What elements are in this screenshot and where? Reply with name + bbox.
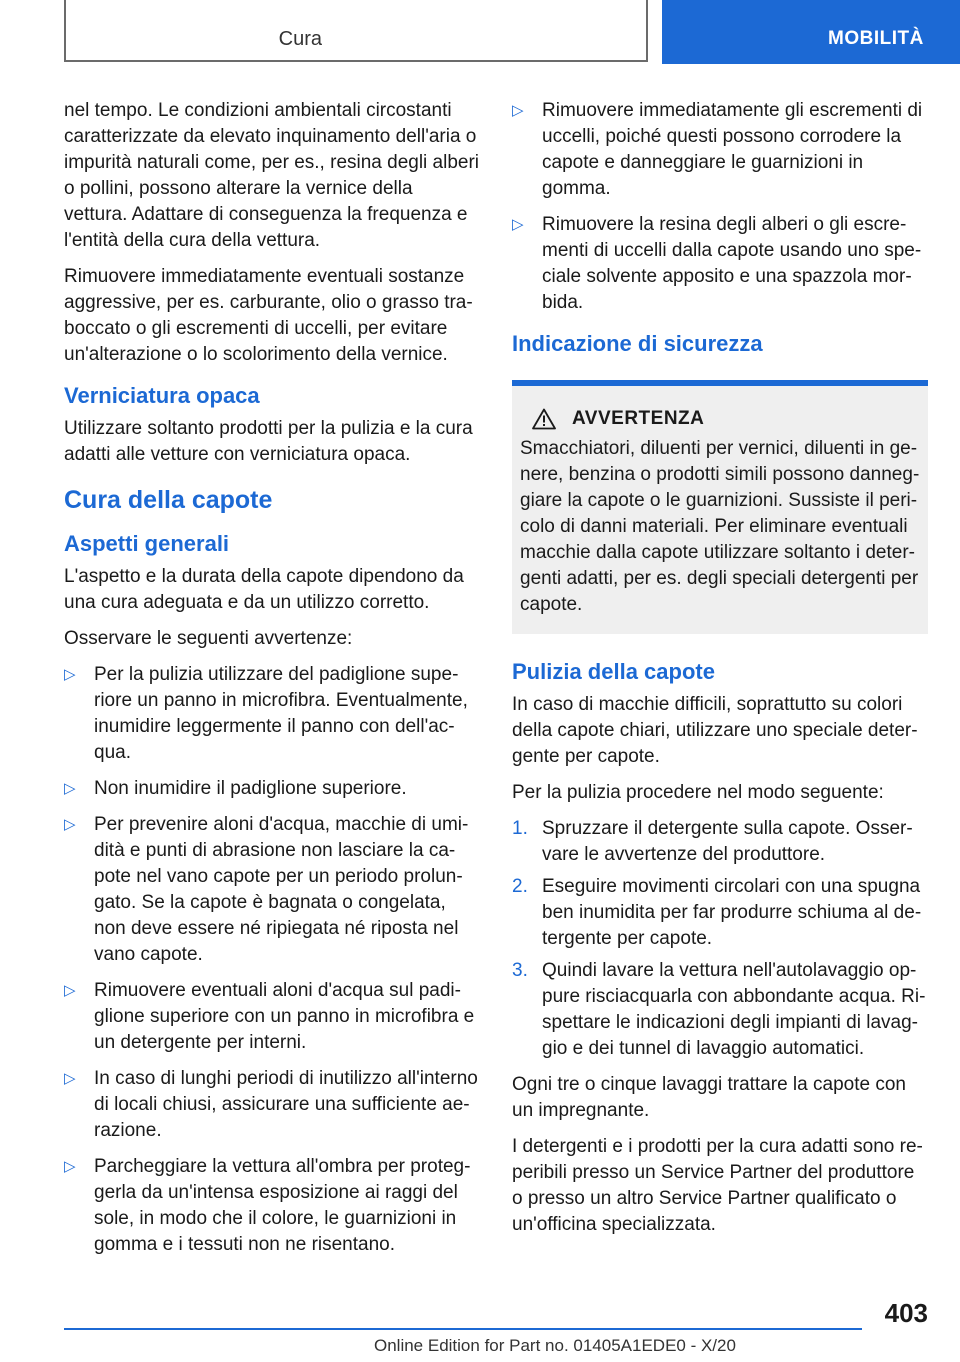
list-item bbox=[64, 1154, 480, 1258]
footer-edition-text: Online Edition for Part no. 01405A1EDE0 - X/20 bbox=[374, 1336, 736, 1355]
bullet-triangle-icon: ▷ bbox=[64, 1070, 76, 1087]
warning-text: Smacchiatori, diluenti per vernici, diluenti in genere, benzina o prodotti simili possono danneggiare la capote o le guarnizioni. Sussiste il pericolo di danni materiali. Per eliminare eventuali macchie dalla capote utilizzare soltanto i detergenti adatti, per es. degli speciali detergenti per capote. bbox=[520, 438, 920, 615]
list-item bbox=[64, 978, 480, 1056]
list-item-text: Rimuovere eventuali aloni d'acqua sul padiglione superiore con un panno in microfibra e un detergente per interni. bbox=[94, 980, 475, 1053]
cleaning-steps-list bbox=[512, 816, 928, 1062]
bullet-triangle-icon: ▷ bbox=[64, 816, 76, 833]
bullet-triangle-icon: ▷ bbox=[64, 982, 76, 999]
bullet-triangle-icon: ▷ bbox=[512, 102, 524, 119]
list-item bbox=[64, 1066, 480, 1144]
cleaning-paragraph-1: In caso di macchie difficili, soprattutto su colori della capote chiari, utilizzare uno speciale detergente per capote. bbox=[512, 694, 918, 767]
matte-paint-heading: Verniciatura opaca bbox=[64, 383, 260, 408]
step-number: 1. bbox=[512, 818, 528, 839]
warning-box bbox=[512, 380, 928, 634]
list-item bbox=[512, 212, 928, 316]
intro-paragraph-1: nel tempo. Le condizioni ambientali circostanti caratterizzate da elevato inquinamento dell'aria o impurità naturali come, per es., resina degli alberi o pollini, possono alterare la vernice della vettura. Adattare di conseguenza la frequenza e l'entità della cura della vettura. bbox=[64, 100, 480, 251]
care-notes-list-continued bbox=[512, 98, 928, 316]
bullet-triangle-icon: ▷ bbox=[64, 666, 76, 683]
bullet-triangle-icon: ▷ bbox=[64, 1158, 76, 1175]
soft-top-care-heading: Cura della capote bbox=[64, 486, 273, 514]
general-aspects-text: L'aspetto e la durata della capote dipendono da una cura adeguata e da un utilizzo corretto. bbox=[64, 566, 464, 613]
page-number: 403 bbox=[884, 1298, 928, 1328]
list-item-text: In caso di lunghi periodi di inutilizzo all'interno di locali chiusi, assicurare una sufficiente aerazione. bbox=[94, 1068, 478, 1141]
list-item bbox=[512, 874, 928, 952]
list-item-text: Rimuovere immediatamente gli escrementi di uccelli, poiché questi possono corrodere la capote e danneggiare le guarnizioni in gomma. bbox=[542, 100, 923, 199]
safety-notice-heading: Indicazione di sicurezza bbox=[512, 331, 763, 356]
footer-divider bbox=[64, 1328, 862, 1330]
list-item-text: Non inumidire il padiglione superiore. bbox=[94, 778, 407, 799]
list-item bbox=[512, 98, 928, 202]
step-text: Eseguire movimenti circolari con una spugna ben inumidita per far produrre schiuma al detergente per capote. bbox=[542, 876, 922, 949]
general-aspects-heading: Aspetti generali bbox=[64, 531, 230, 556]
matte-paint-text: Utilizzare soltanto prodotti per la pulizia e la cura adatti alle vetture con verniciatura opaca. bbox=[64, 418, 473, 465]
list-item bbox=[64, 812, 480, 968]
list-item bbox=[64, 776, 480, 802]
list-item-text: Rimuovere la resina degli alberi o gli escrementi di uccelli dalla capote usando uno speciale solvente apposito e una spazzola morbida. bbox=[542, 214, 922, 313]
warning-triangle-icon bbox=[532, 408, 556, 430]
warning-header bbox=[520, 408, 920, 430]
list-item-text: Per la pulizia utilizzare del padiglione superiore un panno in microfibra. Eventualmente, inumidire leggermente il panno con dell'acqua. bbox=[94, 664, 468, 763]
list-item bbox=[64, 662, 480, 766]
list-item-text: Per prevenire aloni d'acqua, macchie di umidità e punti di abrasione non lasciare la capote nel vano capote per un periodo prolungato. Se la capote è bagnata o congelata, non deve essere né ripiegata né riposta nel vano capote. bbox=[94, 814, 469, 965]
intro-paragraph-2: Rimuovere immediatamente eventuali sostanze aggressive, per es. carburante, olio o grasso traboccato o gli escrementi di uccelli, per evitare un'alterazione o lo scolorimento della vernice. bbox=[64, 266, 473, 365]
bullet-triangle-icon: ▷ bbox=[64, 780, 76, 797]
step-text: Quindi lavare la vettura nell'autolavaggio oppure risciacquarla con abbondante acqua. Rispettare le indicazioni degli impianti di lavaggio e dei tunnel di lavaggio automatici. bbox=[542, 960, 926, 1059]
notes-intro: Osservare le seguenti avvertenze: bbox=[64, 628, 353, 649]
header-frame bbox=[64, 0, 648, 62]
warning-title: AVVERTENZA bbox=[572, 408, 705, 429]
left-column bbox=[64, 98, 480, 1268]
list-item bbox=[512, 816, 928, 868]
cleaning-paragraph-2: Per la pulizia procedere nel modo seguente: bbox=[512, 782, 884, 803]
closing-paragraph-2: I detergenti e i prodotti per la cura adatti sono reperibili presso un Service Partner del produttore o presso un altro Service Partner qualificato o un'officina specializzata. bbox=[512, 1136, 923, 1235]
step-number: 3. bbox=[512, 960, 528, 981]
step-number: 2. bbox=[512, 876, 528, 897]
list-item-text: Parcheggiare la vettura all'ombra per proteggerla da un'intensa esposizione ai raggi del sole, in modo che il colore, le guarnizioni in gomma e i tessuti non ne risentano. bbox=[94, 1156, 471, 1255]
closing-paragraph-1: Ogni tre o cinque lavaggi trattare la capote con un impregnante. bbox=[512, 1074, 906, 1121]
bullet-triangle-icon: ▷ bbox=[512, 216, 524, 233]
soft-top-cleaning-heading: Pulizia della capote bbox=[512, 659, 715, 684]
header-chapter-tab[interactable]: MOBILITÀ bbox=[662, 0, 960, 64]
care-notes-list bbox=[64, 662, 480, 1258]
step-text: Spruzzare il detergente sulla capote. Osservare le avvertenze del produttore. bbox=[542, 818, 913, 865]
right-column bbox=[512, 98, 928, 1248]
header-section-title: Cura bbox=[278, 28, 322, 50]
list-item bbox=[512, 958, 928, 1062]
